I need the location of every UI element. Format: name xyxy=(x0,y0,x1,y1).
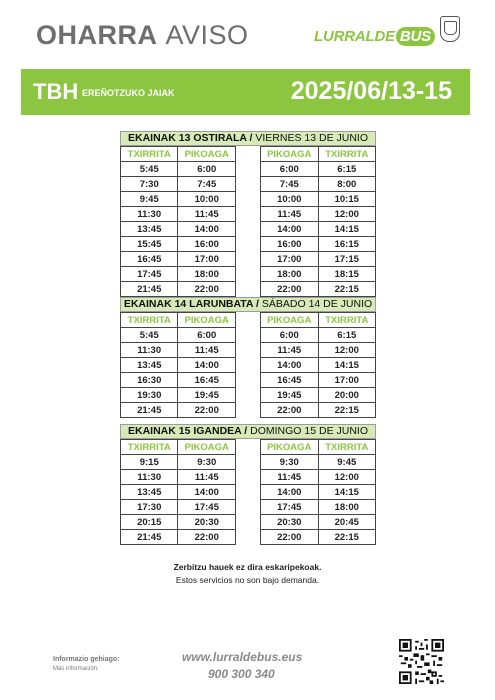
coat-of-arms-icon xyxy=(440,16,460,42)
table-row xyxy=(121,192,236,207)
section-grids xyxy=(120,312,376,418)
departure-time: 14:00 xyxy=(261,485,319,500)
table-row xyxy=(121,282,236,297)
stop-header: TXIRRITA xyxy=(121,440,178,455)
stop-header: PIKOAGA xyxy=(178,313,236,328)
table-row xyxy=(121,222,236,237)
page-title xyxy=(36,20,249,51)
departure-time: 11:45 xyxy=(261,470,319,485)
phone-number: 900 300 340 xyxy=(208,667,275,681)
more-info-spanish: Más información: xyxy=(53,666,99,672)
table-row xyxy=(121,515,236,530)
table-row xyxy=(261,530,376,545)
departure-time: 16:15 xyxy=(318,237,375,252)
departure-time: 20:30 xyxy=(261,515,319,530)
departure-time: 17:00 xyxy=(178,252,236,267)
table-row xyxy=(261,177,376,192)
note-basque: Zerbitzu hauek ez dira eskaripekoak. xyxy=(173,562,322,572)
departure-time: 10:00 xyxy=(178,192,236,207)
table-row xyxy=(261,388,376,403)
table-row xyxy=(261,222,376,237)
table-row xyxy=(121,328,236,343)
service-dates: 2025/06/13-15 xyxy=(290,77,452,105)
table-header-row xyxy=(261,313,376,328)
table-row xyxy=(121,237,236,252)
table-row xyxy=(121,358,236,373)
table-row xyxy=(121,343,236,358)
departure-time: 18:00 xyxy=(261,267,319,282)
section-title-spanish: VIERNES 13 DE JUNIO xyxy=(252,132,368,144)
qr-code-icon[interactable] xyxy=(399,639,444,684)
stop-header: PIKOAGA xyxy=(261,440,319,455)
departure-time: 16:45 xyxy=(178,373,236,388)
table-row xyxy=(121,500,236,515)
departure-time: 14:15 xyxy=(318,222,375,237)
departure-time: 13:45 xyxy=(121,485,178,500)
title-basque: OHARRA xyxy=(36,20,158,50)
stop-header: TXIRRITA xyxy=(121,147,178,162)
website-link[interactable]: www.lurraldebus.eus xyxy=(182,650,303,664)
table-row xyxy=(121,162,236,177)
stop-header: TXIRRITA xyxy=(318,147,375,162)
section-title-spanish: DOMINGO 15 DE JUNIO xyxy=(247,425,368,437)
table-row xyxy=(261,207,376,222)
table-row xyxy=(121,470,236,485)
departure-time: 14:00 xyxy=(178,358,236,373)
return-table xyxy=(260,146,376,297)
table-row xyxy=(121,207,236,222)
departure-time: 9:45 xyxy=(318,455,375,470)
departure-time: 22:00 xyxy=(261,530,319,545)
departure-time: 17:00 xyxy=(261,252,319,267)
note-spanish: Estos servicios no son bajo demanda. xyxy=(175,575,320,585)
stop-header: TXIRRITA xyxy=(121,313,178,328)
departure-time: 13:45 xyxy=(121,222,178,237)
section-title xyxy=(120,297,376,312)
stop-header: PIKOAGA xyxy=(261,147,319,162)
outbound-table xyxy=(120,146,236,297)
table-row xyxy=(121,267,236,282)
departure-time: 16:00 xyxy=(261,237,319,252)
departure-time: 7:45 xyxy=(261,177,319,192)
departure-time: 18:00 xyxy=(318,500,375,515)
departure-time: 6:00 xyxy=(178,162,236,177)
departure-time: 15:45 xyxy=(121,237,178,252)
departure-time: 11:45 xyxy=(178,470,236,485)
return-table xyxy=(260,312,376,418)
departure-time: 9:30 xyxy=(261,455,319,470)
stop-header: PIKOAGA xyxy=(178,147,236,162)
departure-time: 13:45 xyxy=(121,358,178,373)
departure-time: 6:00 xyxy=(261,328,319,343)
departure-time: 16:30 xyxy=(121,373,178,388)
departure-time: 12:00 xyxy=(318,343,375,358)
departure-time: 14:00 xyxy=(261,222,319,237)
departure-time: 22:15 xyxy=(318,403,375,418)
departure-time: 16:45 xyxy=(261,373,319,388)
departure-time: 7:45 xyxy=(178,177,236,192)
departure-time: 18:15 xyxy=(318,267,375,282)
departure-time: 17:00 xyxy=(318,373,375,388)
departure-time: 20:15 xyxy=(121,515,178,530)
section-grids xyxy=(120,146,376,297)
table-row xyxy=(261,282,376,297)
departure-time: 6:00 xyxy=(178,328,236,343)
table-row xyxy=(261,485,376,500)
section-title-spanish: SÁBADO 14 DE JUNIO xyxy=(258,298,373,310)
timetable-section xyxy=(120,131,376,297)
departure-time: 17:30 xyxy=(121,500,178,515)
departure-time: 22:00 xyxy=(178,282,236,297)
stop-header: PIKOAGA xyxy=(261,313,319,328)
table-header-row xyxy=(121,147,236,162)
section-title xyxy=(120,424,376,439)
table-row xyxy=(261,343,376,358)
table-row xyxy=(261,328,376,343)
table-header-row xyxy=(121,440,236,455)
departure-time: 9:45 xyxy=(121,192,178,207)
departure-time: 5:45 xyxy=(121,328,178,343)
table-row xyxy=(261,358,376,373)
departure-time: 22:15 xyxy=(318,530,375,545)
departure-time: 22:00 xyxy=(261,403,319,418)
departure-time: 6:15 xyxy=(318,328,375,343)
departure-time: 19:30 xyxy=(121,388,178,403)
stop-header: TXIRRITA xyxy=(318,440,375,455)
departure-time: 18:00 xyxy=(178,267,236,282)
departure-time: 20:00 xyxy=(318,388,375,403)
table-row xyxy=(261,252,376,267)
logo-word: LURRALDE xyxy=(314,27,395,45)
departure-time: 14:00 xyxy=(178,485,236,500)
departure-time: 16:45 xyxy=(121,252,178,267)
departure-time: 12:00 xyxy=(318,470,375,485)
departure-time: 11:45 xyxy=(178,207,236,222)
stop-header: TXIRRITA xyxy=(318,313,375,328)
table-row xyxy=(121,485,236,500)
table-row xyxy=(121,177,236,192)
departure-time: 22:00 xyxy=(178,530,236,545)
departure-time: 10:00 xyxy=(261,192,319,207)
timetable-section xyxy=(120,424,376,545)
section-title-basque: EKAINAK 14 LARUNBATA / xyxy=(123,298,259,310)
departure-time: 11:45 xyxy=(178,343,236,358)
departure-time: 14:00 xyxy=(178,222,236,237)
departure-time: 22:15 xyxy=(318,282,375,297)
departure-time: 7:30 xyxy=(121,177,178,192)
departure-time: 14:15 xyxy=(318,358,375,373)
table-row xyxy=(261,470,376,485)
table-row xyxy=(121,252,236,267)
departure-time: 12:00 xyxy=(318,207,375,222)
departure-time: 8:00 xyxy=(318,177,375,192)
departure-time: 11:45 xyxy=(261,207,319,222)
table-row xyxy=(261,373,376,388)
departure-time: 21:45 xyxy=(121,530,178,545)
departure-time: 22:00 xyxy=(261,282,319,297)
departure-time: 14:15 xyxy=(318,485,375,500)
lurraldebus-logo xyxy=(314,21,435,51)
title-spanish: AVISO xyxy=(165,20,249,50)
table-row xyxy=(121,388,236,403)
table-header-row xyxy=(261,147,376,162)
table-header-row xyxy=(121,313,236,328)
table-row xyxy=(121,373,236,388)
departure-time: 14:00 xyxy=(261,358,319,373)
stop-header: PIKOAGA xyxy=(178,440,236,455)
table-row xyxy=(121,530,236,545)
departure-time: 9:30 xyxy=(178,455,236,470)
departure-time: 11:30 xyxy=(121,470,178,485)
table-row xyxy=(261,500,376,515)
departure-time: 20:45 xyxy=(318,515,375,530)
departure-time: 11:45 xyxy=(261,343,319,358)
timetable-section xyxy=(120,297,376,418)
table-row xyxy=(261,162,376,177)
departure-time: 21:45 xyxy=(121,403,178,418)
departure-time: 17:45 xyxy=(121,267,178,282)
line-code: TBH xyxy=(33,79,79,104)
table-row xyxy=(261,455,376,470)
table-row xyxy=(261,237,376,252)
departure-time: 19:45 xyxy=(178,388,236,403)
departure-time: 17:15 xyxy=(318,252,375,267)
return-table xyxy=(260,439,376,545)
departure-time: 11:30 xyxy=(121,343,178,358)
departure-time: 17:45 xyxy=(261,500,319,515)
logo-bus: BUS xyxy=(396,27,435,46)
table-row xyxy=(261,515,376,530)
departure-time: 20:30 xyxy=(178,515,236,530)
departure-time: 17:45 xyxy=(178,500,236,515)
departure-time: 21:45 xyxy=(121,282,178,297)
departure-time: 16:00 xyxy=(178,237,236,252)
table-row xyxy=(121,403,236,418)
section-grids xyxy=(120,439,376,545)
table-header-row xyxy=(261,440,376,455)
departure-time: 6:00 xyxy=(261,162,319,177)
line-subtitle: EREÑOTZUKO JAIAK xyxy=(82,88,175,98)
departure-time: 5:45 xyxy=(121,162,178,177)
outbound-table xyxy=(120,312,236,418)
departure-time: 6:15 xyxy=(318,162,375,177)
departure-time: 19:45 xyxy=(261,388,319,403)
table-row xyxy=(261,403,376,418)
table-row xyxy=(261,267,376,282)
line-banner xyxy=(21,69,470,115)
departure-time: 9:15 xyxy=(121,455,178,470)
departure-time: 22:00 xyxy=(178,403,236,418)
section-title-basque: EKAINAK 15 IGANDEA / xyxy=(128,425,248,437)
outbound-table xyxy=(120,439,236,545)
departure-time: 10:15 xyxy=(318,192,375,207)
section-title xyxy=(120,131,376,146)
departure-time: 11:30 xyxy=(121,207,178,222)
section-title-basque: EKAINAK 13 OSTIRALA / xyxy=(128,132,253,144)
table-row xyxy=(261,192,376,207)
table-row xyxy=(121,455,236,470)
more-info-basque: Informazio gehiago: xyxy=(53,656,120,663)
